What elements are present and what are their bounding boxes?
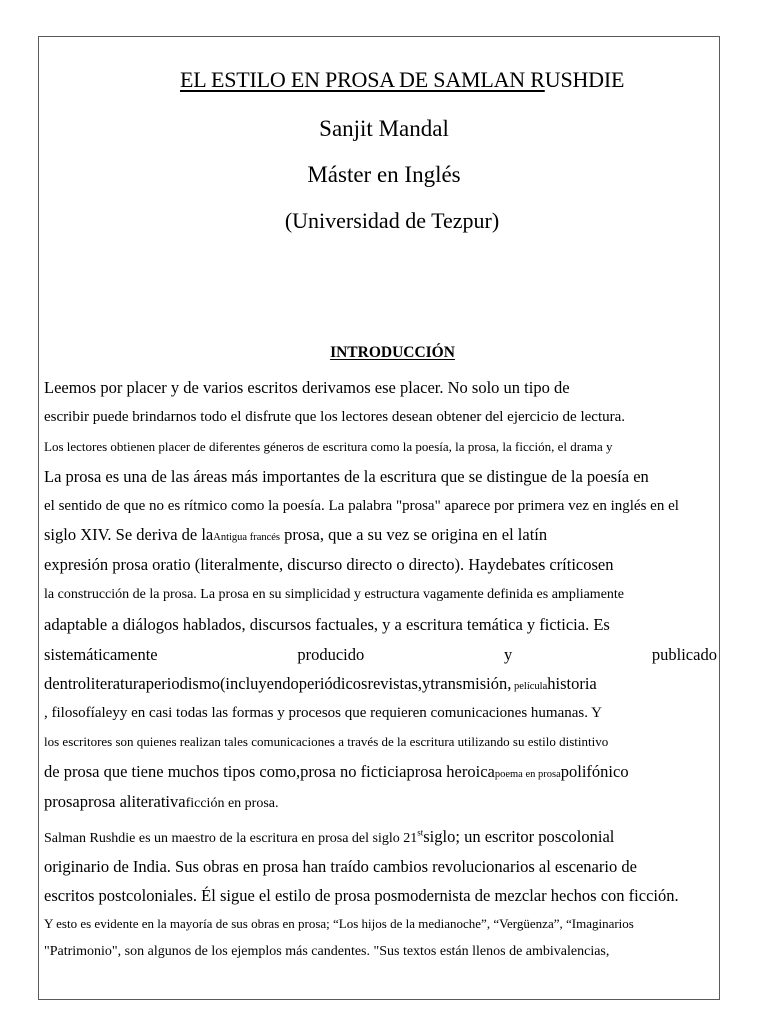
author-name: Sanjit Mandal [319,116,449,141]
text-run: prosaprosa aliterativa [44,792,186,811]
paragraph-line: "Patrimonio", son algunos de los ejemplos más candentes. "Sus textos están llenos de ambivalencias, [44,944,610,959]
text-run: historia [547,674,597,693]
paragraph-line [44,794,279,811]
paragraph-line [44,676,597,693]
paragraph-line: Y esto es evidente en la mayoría de sus obras en prosa; “Los hijos de la medianoche”, “Vergüenza”, “Imaginarios [44,916,634,931]
text-run: de prosa que tiene muchos tipos como,prosa no ficticiaprosa heroica [44,762,495,781]
author-university: (Universidad de Tezpur) [284,208,500,233]
paragraph-line: , filosofíaleyy en casi todas las formas y procesos que requieren comunicaciones humanas. Y [44,705,603,721]
text-run: dentroliteraturaperiodismo(incluyendoperiódicosrevistas,ytransmisión, [44,674,512,693]
text-run: siglo XIV. Se deriva de la [44,525,214,544]
text-run: siglo; un escritor poscolonial [423,827,615,846]
paragraph-line-justified [44,647,717,664]
paragraph-line: Leemos por placer y de varios escritos derivamos ese placer. No solo un tipo de [44,378,570,397]
paragraph-line: la construcción de la prosa. La prosa en su simplicidad y estructura vagamente definida es ampliamente [44,587,625,602]
title-underlined-part: EL ESTILO EN PROSA DE SAMLAN R [180,67,545,92]
word: y [503,645,513,664]
paragraph-line: escritos postcoloniales. Él sigue el estilo de prosa posmodernista de mezclar hechos con ficción. [44,886,679,905]
text-run: Salman Rushdie es un maestro de la escritura en prosa del siglo 21 [44,831,418,846]
paragraph-line: el sentido de que no es rítmico como la poesía. La palabra "prosa" aparece por primera vez en inglés en el [44,498,679,514]
text-run-small: poema en prosa [494,769,561,780]
document-title [180,67,624,93]
word: sistemáticamente [44,645,158,664]
author-degree: Máster en Inglés [307,162,461,187]
text-run: prosa, que a su vez se origina en el latín [280,525,548,544]
paragraph-line: los escritores son quienes realizan tales comunicaciones a través de la escritura utilizando su estilo distintivo [44,734,609,749]
text-run-small: Antigua francés [213,532,281,543]
superscript: st [417,827,424,838]
paragraph-line: originario de India. Sus obras en prosa han traído cambios revolucionarios al escenario de [44,857,637,876]
paragraph-line: La prosa es una de las áreas más importantes de la escritura que se distingue de la poesía en [44,467,649,486]
word: publicado [651,645,717,664]
paragraph-line: escribir puede brindarnos todo el disfrute que los lectores desean obtener del ejercicio de lectura. [44,409,626,425]
paragraph-line: Los lectores obtienen placer de diferentes géneros de escritura como la poesía, la prosa, la ficción, el drama y [44,439,613,454]
text-run: polifónico [560,762,629,781]
word: producido [297,645,365,664]
paragraph-line [44,764,629,781]
paragraph-line: expresión prosa oratio (literalmente, discurso directo o directo). Haydebates críticosen [44,555,614,574]
paragraph-line [44,829,614,846]
section-heading: INTRODUCCIÓN [330,344,455,361]
text-run-small: película [511,681,548,692]
paragraph-line [44,527,547,544]
paragraph-line: adaptable a diálogos hablados, discursos factuales, y a escritura temática y ficticia. Es [44,615,610,634]
text-run-small: ficción en prosa. [185,796,279,811]
title-rest: USHDIE [544,67,625,92]
